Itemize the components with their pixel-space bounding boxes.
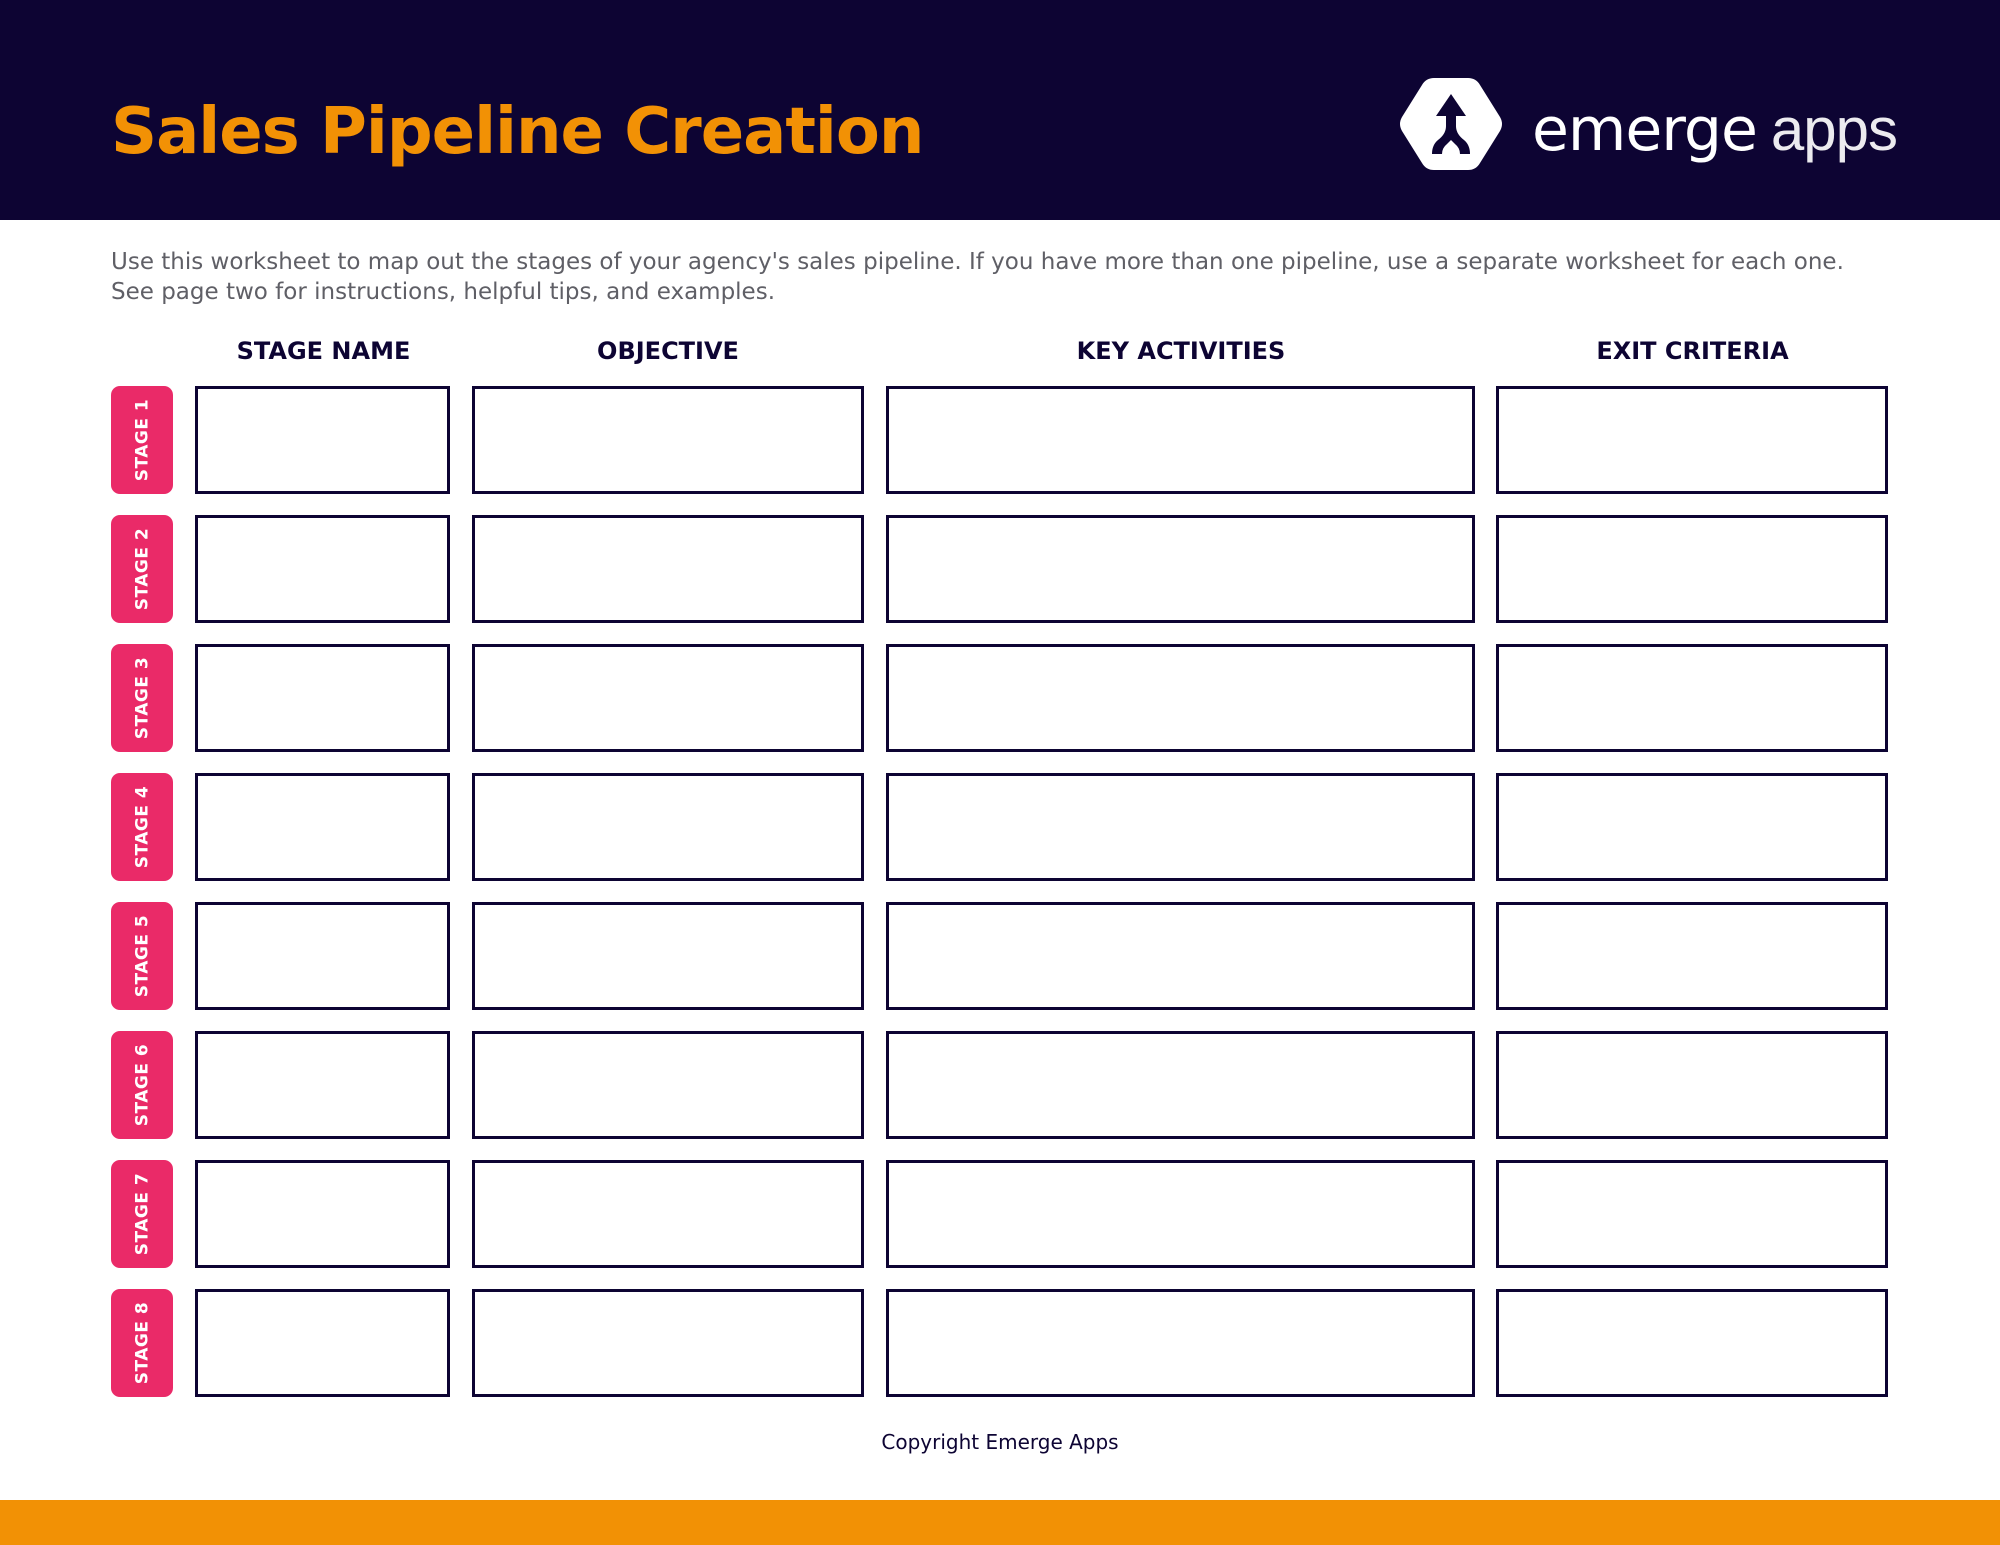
stage-name-cell-stage-3[interactable] <box>195 644 450 752</box>
exit-criteria-cell-stage-7[interactable] <box>1496 1160 1888 1268</box>
stage-name-cell-stage-6[interactable] <box>195 1031 450 1139</box>
stage-name-cell-stage-2[interactable] <box>195 515 450 623</box>
objective-cell-stage-8[interactable] <box>472 1289 864 1397</box>
header-banner <box>0 0 2000 220</box>
intro-line-1: Use this worksheet to map out the stages of your agency's sales pipeline. If you have more than one pipeline, use a separate worksheet for each one. <box>111 249 1844 275</box>
key-activities-cell-stage-8[interactable] <box>886 1289 1475 1397</box>
objective-cell-stage-2[interactable] <box>472 515 864 623</box>
stage-name-cell-stage-1[interactable] <box>195 386 450 494</box>
key-activities-cell-stage-4[interactable] <box>886 773 1475 881</box>
stage-label-3 <box>111 644 173 752</box>
key-activities-cell-stage-1[interactable] <box>886 386 1475 494</box>
stage-name-cell-stage-4[interactable] <box>195 773 450 881</box>
copyright-text: Copyright Emerge Apps <box>881 1430 1119 1454</box>
stage-label-2 <box>111 515 173 623</box>
objective-cell-stage-4[interactable] <box>472 773 864 881</box>
objective-cell-stage-3[interactable] <box>472 644 864 752</box>
page-title: Sales Pipeline Creation <box>111 95 924 169</box>
exit-criteria-cell-stage-4[interactable] <box>1496 773 1888 881</box>
objective-cell-stage-5[interactable] <box>472 902 864 1010</box>
intro-line-2: See page two for instructions, helpful tips, and examples. <box>111 279 776 305</box>
key-activities-cell-stage-6[interactable] <box>886 1031 1475 1139</box>
brand-word-apps: apps <box>1770 96 1897 163</box>
stage-label-7 <box>111 1160 173 1268</box>
stage-label-text: STAGE 6 <box>132 1043 152 1127</box>
key-activities-cell-stage-3[interactable] <box>886 644 1475 752</box>
key-activities-cell-stage-7[interactable] <box>886 1160 1475 1268</box>
stage-label-text: STAGE 4 <box>132 785 152 869</box>
brand-word-emerge: emerge <box>1532 95 1757 165</box>
exit-criteria-cell-stage-5[interactable] <box>1496 902 1888 1010</box>
brand-wordmark <box>1532 90 1897 170</box>
stage-label-1 <box>111 386 173 494</box>
stage-label-8 <box>111 1289 173 1397</box>
objective-cell-stage-6[interactable] <box>472 1031 864 1139</box>
stage-name-cell-stage-5[interactable] <box>195 902 450 1010</box>
exit-criteria-cell-stage-1[interactable] <box>1496 386 1888 494</box>
exit-criteria-cell-stage-6[interactable] <box>1496 1031 1888 1139</box>
column-header-stage-name: STAGE NAME <box>236 337 411 365</box>
objective-cell-stage-1[interactable] <box>472 386 864 494</box>
stage-label-text: STAGE 1 <box>132 398 152 482</box>
key-activities-cell-stage-5[interactable] <box>886 902 1475 1010</box>
emerge-arrow-icon <box>1396 74 1506 174</box>
exit-criteria-cell-stage-8[interactable] <box>1496 1289 1888 1397</box>
stage-label-text: STAGE 7 <box>132 1172 152 1256</box>
intro-text <box>111 247 1911 307</box>
exit-criteria-cell-stage-2[interactable] <box>1496 515 1888 623</box>
stage-name-cell-stage-7[interactable] <box>195 1160 450 1268</box>
column-header-exit-criteria: EXIT CRITERIA <box>1596 337 1789 365</box>
stage-label-text: STAGE 8 <box>132 1301 152 1385</box>
key-activities-cell-stage-2[interactable] <box>886 515 1475 623</box>
column-header-objective: OBJECTIVE <box>597 337 739 365</box>
stage-label-text: STAGE 5 <box>132 914 152 998</box>
stage-name-cell-stage-8[interactable] <box>195 1289 450 1397</box>
stage-label-text: STAGE 3 <box>132 656 152 740</box>
objective-cell-stage-7[interactable] <box>472 1160 864 1268</box>
stage-label-4 <box>111 773 173 881</box>
stage-label-5 <box>111 902 173 1010</box>
exit-criteria-cell-stage-3[interactable] <box>1496 644 1888 752</box>
footer-bar <box>0 1500 2000 1545</box>
stage-label-6 <box>111 1031 173 1139</box>
column-header-key-activities: KEY ACTIVITIES <box>1076 337 1286 365</box>
stage-label-text: STAGE 2 <box>132 527 152 611</box>
